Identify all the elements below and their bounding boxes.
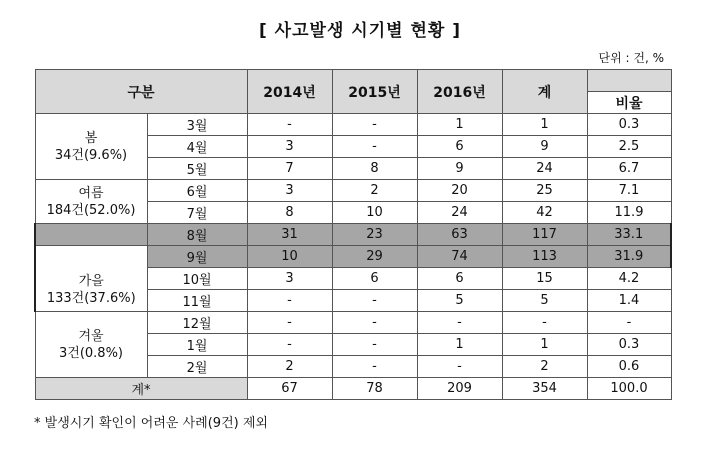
- value-2015: 10: [332, 202, 417, 224]
- value-total: 15: [502, 268, 587, 290]
- value-2015: -: [332, 334, 417, 356]
- value-2014: 3: [247, 180, 332, 202]
- value-2016: 74: [417, 246, 502, 268]
- month-cell: 1월: [147, 334, 247, 356]
- month-cell: 8월: [147, 224, 247, 246]
- season-summary: 3건(0.8%): [59, 345, 123, 361]
- value-2016: 6: [417, 136, 502, 158]
- value-ratio: 6.7: [587, 158, 671, 180]
- total-row: [35, 378, 671, 400]
- value-ratio: 1.4: [587, 290, 671, 312]
- value-2015: 8: [332, 158, 417, 180]
- value-2016: 63: [417, 224, 502, 246]
- unit-label: 단위 : 건, %: [598, 51, 664, 65]
- value-ratio: 31.9: [587, 246, 671, 268]
- value-ratio: 11.9: [587, 202, 671, 224]
- total-2014: 67: [247, 378, 332, 400]
- value-2015: 23: [332, 224, 417, 246]
- value-ratio: 2.5: [587, 136, 671, 158]
- season-summary: 133건(37.6%): [46, 291, 136, 306]
- season-cell-spring: [35, 114, 147, 180]
- value-2015: -: [332, 356, 417, 378]
- header-total: 계: [502, 70, 587, 114]
- value-total: -: [502, 312, 587, 334]
- month-cell: 9월: [147, 246, 247, 268]
- value-ratio: -: [587, 312, 671, 334]
- value-2016: 1: [417, 114, 502, 136]
- total-ratio: 100.0: [587, 378, 671, 400]
- value-2014: 8: [247, 202, 332, 224]
- value-2014: 31: [247, 224, 332, 246]
- value-2016: -: [417, 312, 502, 334]
- value-total: 5: [502, 290, 587, 312]
- value-2016: 5: [417, 290, 502, 312]
- table-row: [35, 312, 671, 334]
- value-2016: 20: [417, 180, 502, 202]
- value-2014: 3: [247, 268, 332, 290]
- value-total: 42: [502, 202, 587, 224]
- total-2015: 78: [332, 378, 417, 400]
- header-2016: 2016년: [417, 70, 502, 114]
- season-cell-autumn: [35, 246, 147, 312]
- total-label: 계*: [35, 378, 247, 400]
- value-total: 1: [502, 114, 587, 136]
- season-summary: 34건(9.6%): [54, 147, 128, 163]
- season-name: 겨울: [78, 328, 104, 344]
- value-2015: -: [332, 114, 417, 136]
- value-total: 25: [502, 180, 587, 202]
- value-2016: 24: [417, 202, 502, 224]
- table-row-highlighted: [35, 224, 671, 246]
- page-title: [ 사고발생 시기별 현황 ]: [258, 21, 461, 41]
- month-cell: 6월: [147, 180, 247, 202]
- value-total: 117: [502, 224, 587, 246]
- header-ratio: 비율: [587, 92, 671, 114]
- table-row-highlighted: [35, 246, 671, 268]
- value-total: 2: [502, 356, 587, 378]
- value-2015: -: [332, 136, 417, 158]
- value-2014: -: [247, 312, 332, 334]
- value-ratio: 0.3: [587, 114, 671, 136]
- value-2014: 3: [247, 136, 332, 158]
- season-summary: 184건(52.0%): [46, 202, 136, 218]
- value-2014: 2: [247, 356, 332, 378]
- season-cell-winter: [35, 312, 147, 378]
- header-category: 구분: [35, 70, 247, 114]
- value-2014: -: [247, 334, 332, 356]
- value-ratio: 33.1: [587, 224, 671, 246]
- table-row: [35, 114, 671, 136]
- value-2015: 2: [332, 180, 417, 202]
- month-cell: 2월: [147, 356, 247, 378]
- season-name: 가을: [78, 274, 104, 289]
- header-2015: 2015년: [332, 70, 417, 114]
- month-cell: 5월: [147, 158, 247, 180]
- value-2014: -: [247, 114, 332, 136]
- value-2016: 1: [417, 334, 502, 356]
- table-row: [35, 180, 671, 202]
- value-total: 1: [502, 334, 587, 356]
- value-total: 113: [502, 246, 587, 268]
- value-ratio: 0.3: [587, 334, 671, 356]
- season-name: 봄: [84, 130, 98, 146]
- season-name: 여름: [78, 185, 104, 201]
- accident-timing-table: [34, 69, 672, 400]
- value-2016: 9: [417, 158, 502, 180]
- value-2014: -: [247, 290, 332, 312]
- value-ratio: 4.2: [587, 268, 671, 290]
- value-ratio: 0.6: [587, 356, 671, 378]
- season-cell-summer: [35, 180, 147, 224]
- month-cell: 7월: [147, 202, 247, 224]
- month-cell: 4월: [147, 136, 247, 158]
- value-2016: -: [417, 356, 502, 378]
- header-2014: 2014년: [247, 70, 332, 114]
- value-2015: 6: [332, 268, 417, 290]
- value-2014: 10: [247, 246, 332, 268]
- value-2015: 29: [332, 246, 417, 268]
- month-cell: 10월: [147, 268, 247, 290]
- total-2016: 209: [417, 378, 502, 400]
- value-2015: -: [332, 290, 417, 312]
- value-2014: 7: [247, 158, 332, 180]
- value-2016: 6: [417, 268, 502, 290]
- month-cell: 3월: [147, 114, 247, 136]
- month-cell: 11월: [147, 290, 247, 312]
- value-ratio: 7.1: [587, 180, 671, 202]
- footnote: * 발생시기 확인이 어려운 사례(9건) 제외: [34, 416, 268, 431]
- value-total: 9: [502, 136, 587, 158]
- total-total: 354: [502, 378, 587, 400]
- value-total: 24: [502, 158, 587, 180]
- month-cell: 12월: [147, 312, 247, 334]
- value-2015: -: [332, 312, 417, 334]
